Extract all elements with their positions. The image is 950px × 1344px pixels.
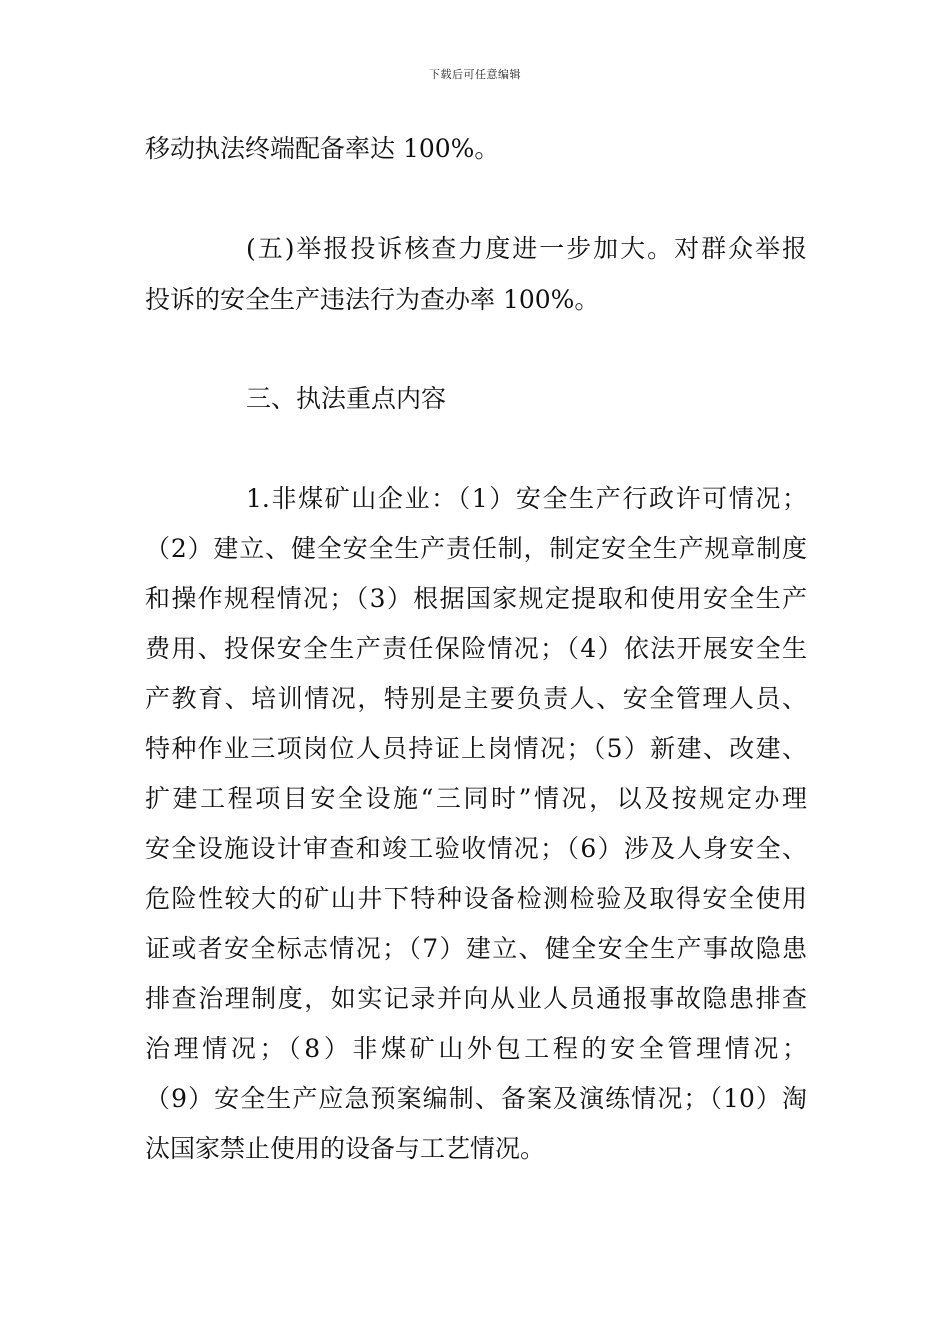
text-line: 特种作业三项岗位人员持证上岗情况；（5）新建、改建、 (145, 734, 807, 763)
header-note: 下载后可任意编辑 (429, 68, 521, 81)
section-heading-line: (五)举报投诉核查力度进一步加大。对群众举报 (246, 234, 807, 263)
text-line: 危险性较大的矿山井下特种设备检测检验及取得安全使用 (145, 884, 807, 913)
section-title: 三、执法重点内容 (246, 384, 447, 413)
text-line: 汰国家禁止使用的设备与工艺情况。 (145, 1134, 546, 1163)
text-line: （2）建立、健全安全生产责任制，制定安全生产规章制度 (145, 534, 807, 563)
text-line: 证或者安全标志情况；（7）建立、健全安全生产事故隐患 (145, 934, 807, 963)
text-line: 安全设施设计审查和竣工验收情况；（6）涉及人身安全、 (145, 834, 807, 863)
text-line: 扩建工程项目安全设施“三同时”情况，以及按规定办理 (145, 784, 807, 813)
text-line: 移动执法终端配备率达 100%。 (145, 134, 500, 163)
text-line: 费用、投保安全生产责任保险情况；（4）依法开展安全生 (145, 634, 807, 663)
text-line: 产教育、培训情况，特别是主要负责人、安全管理人员、 (145, 684, 807, 713)
text-line: 治理情况；（8）非煤矿山外包工程的安全管理情况； (145, 1034, 807, 1063)
text-line: （9）安全生产应急预案编制、备案及演练情况；（10）淘 (145, 1084, 807, 1113)
text-line: 和操作规程情况；（3）根据国家规定提取和使用安全生产 (145, 584, 807, 613)
text-line: 1.非煤矿山企业：（1）安全生产行政许可情况； (246, 484, 807, 513)
text-line: 投诉的安全生产违法行为查办率 100%。 (145, 285, 600, 314)
text-line: 排查治理制度，如实记录并向从业人员通报事故隐患排查 (145, 984, 807, 1013)
